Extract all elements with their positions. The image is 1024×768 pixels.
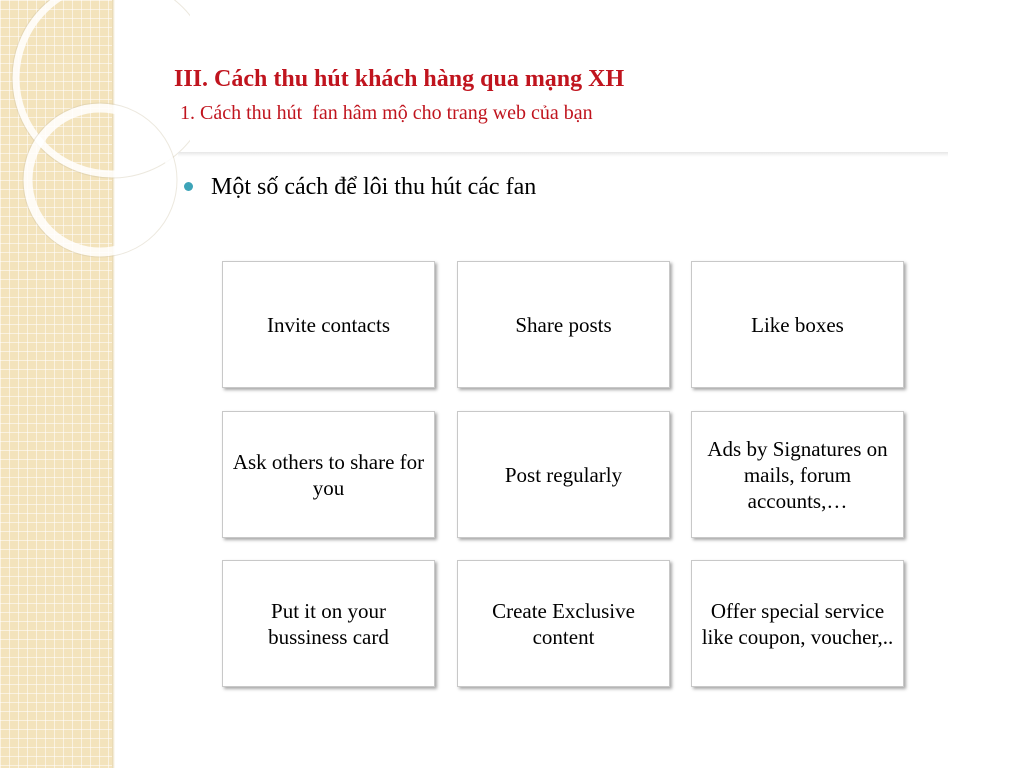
card-special-service [691, 560, 904, 687]
decorative-circles [0, 0, 190, 300]
card-label: Post regularly [504, 462, 623, 487]
card-label: Share posts [515, 312, 612, 337]
card-business-card [222, 560, 435, 687]
card-post-regularly [457, 411, 670, 538]
card-label: Like boxes [751, 312, 844, 337]
bullet-text: Một số cách để lôi thu hút các fan [211, 174, 537, 200]
card-label: Invite contacts [266, 312, 391, 337]
card-ads-by-signatures [691, 411, 904, 538]
card-label: Put it on your bussiness card [268, 598, 389, 649]
card-label: Ask others to share for you [232, 449, 425, 500]
card-invite-contacts [222, 261, 435, 388]
card-ask-others-to-share [222, 411, 435, 538]
card-exclusive-content [457, 560, 670, 687]
slide-subtitle: 1. Cách thu hút fan hâm mộ cho trang web của bạn [180, 102, 593, 124]
card-share-posts [457, 261, 670, 388]
title-divider [178, 152, 948, 157]
slide-title: III. Cách thu hút khách hàng qua mạng XH [174, 66, 625, 92]
card-label: Offer special service like coupon, voucher,.. [701, 598, 894, 649]
card-like-boxes [691, 261, 904, 388]
bullet-item [184, 172, 536, 202]
card-label: Ads by Signatures on mails, forum accounts,… [707, 436, 888, 513]
card-label: Create Exclusive content [492, 598, 635, 649]
bullet-dot-icon [184, 182, 193, 191]
